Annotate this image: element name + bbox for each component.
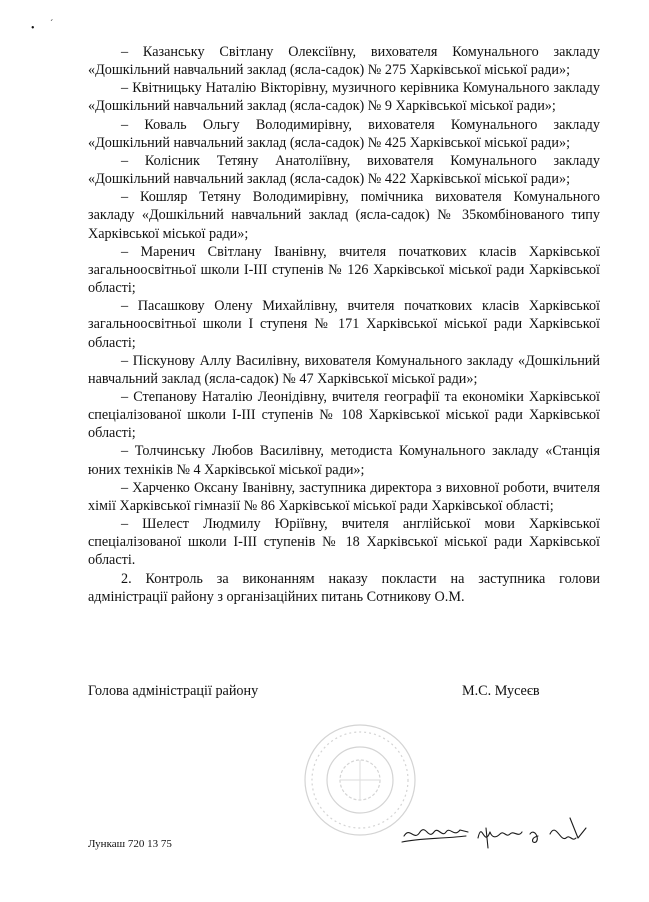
paragraph-piskunova: – Піскунову Аллу Василівну, вихователя Комунального закладу «Дошкільний навчальний заклад (ясла-садок) № 47 Харківської міської ради»;: [88, 352, 600, 387]
paragraph-pasashkova: – Пасашкову Олену Михайлівну, вчителя початкових класів Харківської загальноосвітньої школи І ступеня № 171 Харківської міської ради Харківської області;: [88, 298, 600, 351]
paragraph-koval: – Коваль Ольгу Володимирівну, вихователя Комунального закладу «Дошкільний навчальний заклад (ясла-садок) № 425 Харківської міської ради»;: [88, 116, 600, 151]
paragraph-tolchynska: – Толчинську Любов Василівну, методиста Комунального закладу «Станція юних техніків № 4 Харківської міської ради»;: [88, 443, 600, 478]
signatory-title: Голова адміністрації району: [88, 683, 259, 699]
paragraph-marenych: – Маренич Світлану Іванівну, вчителя початкових класів Харківської загальноосвітньої школи І-ІІІ ступенів № 126 Харківської міської ради Харківської області;: [88, 243, 600, 297]
scan-mark-dot: •: [31, 23, 35, 34]
scan-mark-tick: ˊ: [50, 19, 54, 30]
paragraph-kvitnytska: – Квітницьку Наталію Вікторівну, музичного керівника Комунального закладу «Дошкільний навчальний заклад (ясла-садок) № 9 Харківської міської ради»;: [88, 80, 600, 115]
executor-note: Лункаш 720 13 75: [88, 838, 172, 850]
order-body: [88, 43, 600, 606]
paragraph-koshliar: – Кошляр Тетяну Володимирівну, помічника вихователя Комунального закладу «Дошкільний навчальний заклад (ясла-садок) № 35комбінованого типу Харківської міської ради»;: [88, 189, 600, 242]
paragraph-kolisnyk: – Колісник Тетяну Анатоліївну, вихователя Комунального закладу «Дошкільний навчальний заклад (ясла-садок) № 422 Харківської міської ради»;: [88, 152, 600, 188]
paragraph-kazanska: – Казанську Світлану Олексіївну, вихователя Комунального закладу «Дошкільний навчальний заклад (ясла-садок) № 275 Харківської міської ради»;: [88, 44, 600, 79]
paragraph-stepanova: – Степанову Наталію Леонідівну, вчителя географії та економіки Харківської спеціалізованої школи І-ІІІ ступенів № 108 Харківської міської ради Харківської області;: [88, 388, 600, 442]
paragraph-kharchenko: – Харченко Оксану Іванівну, заступника директора з виховної роботи, вчителя хімії Харківської гімназії № 86 Харківської міської ради Харківської області;: [88, 479, 600, 514]
paragraph-shelest: – Шелест Людмилу Юріївну, вчителя англійської мови Харківської спеціалізованої школи І-ІІІ ступенів № 18 Харківської міської ради Харківської області.: [88, 516, 600, 569]
signatory-name: М.С. Мусеєв: [462, 683, 540, 699]
paragraph-control-clause: 2. Контроль за виконанням наказу покласти на заступника голови адміністрації району з організаційних питань Сотникову О.М.: [88, 570, 600, 605]
handwritten-signature: [400, 808, 595, 868]
